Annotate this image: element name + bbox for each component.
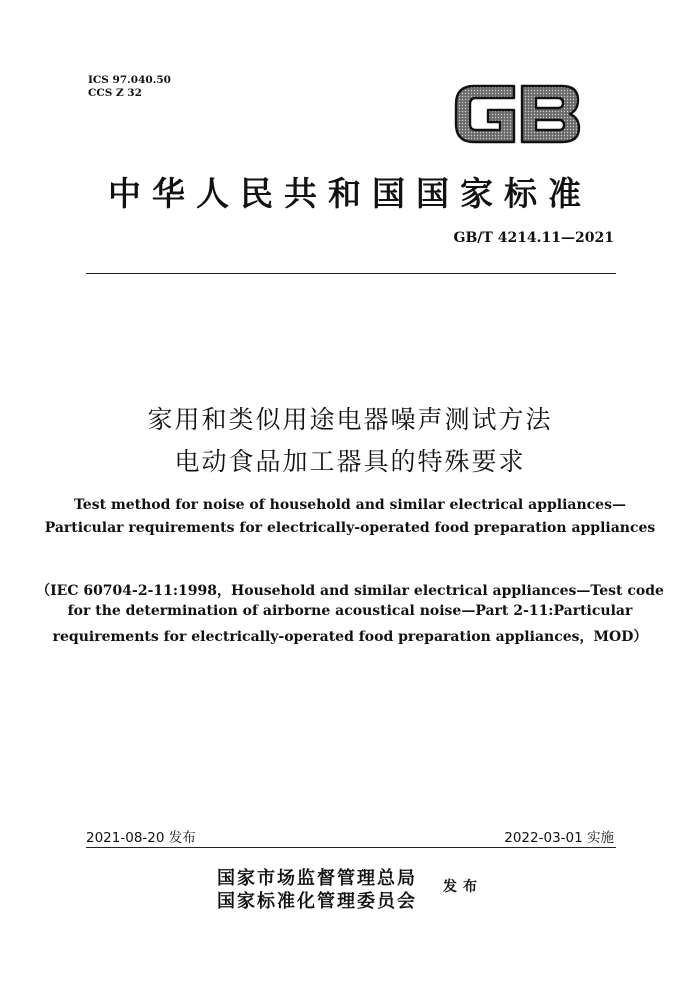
national-standard-title: 中华人民共和国国家标准 bbox=[108, 174, 592, 213]
ccs-code: CCS Z 32 bbox=[88, 87, 142, 99]
reference-line-1: （IEC 60704-2-11:1998，Household and similar electrical appliances—Test code bbox=[36, 583, 664, 599]
classification-codes bbox=[88, 74, 171, 100]
issuer-line-2: 国家标准化管理委员会 bbox=[217, 891, 417, 912]
issuer-line-1: 国家市场监督管理总局 bbox=[217, 868, 417, 889]
gb-logo bbox=[452, 80, 584, 148]
chinese-title-line-2: 电动食品加工器具的特殊要求 bbox=[174, 447, 526, 476]
logo-letter-g bbox=[456, 86, 514, 142]
top-divider bbox=[86, 273, 616, 274]
english-title-line-2: Particular requirements for electrically-operated food preparation appliances bbox=[44, 520, 656, 536]
standard-number: GB/T 4214.11—2021 bbox=[453, 230, 614, 246]
ics-code: ICS 97.040.50 bbox=[88, 74, 171, 86]
reference-line-3: requirements for electrically-operated food preparation appliances，MOD） bbox=[52, 629, 648, 645]
implementation-date: 2022-03-01 实施 bbox=[504, 830, 614, 846]
chinese-title-line-1: 家用和类似用途电器噪声测试方法 bbox=[147, 405, 553, 434]
reference-line-2: for the determination of airborne acoustical noise—Part 2-11:Particular bbox=[67, 603, 633, 619]
logo-letter-b bbox=[522, 86, 579, 142]
publish-label: 发布 bbox=[443, 879, 483, 895]
bottom-divider bbox=[86, 847, 616, 848]
issue-date: 2021-08-20 发布 bbox=[86, 830, 196, 846]
english-title-line-1: Test method for noise of household and similar electrical appliances— bbox=[74, 497, 626, 513]
